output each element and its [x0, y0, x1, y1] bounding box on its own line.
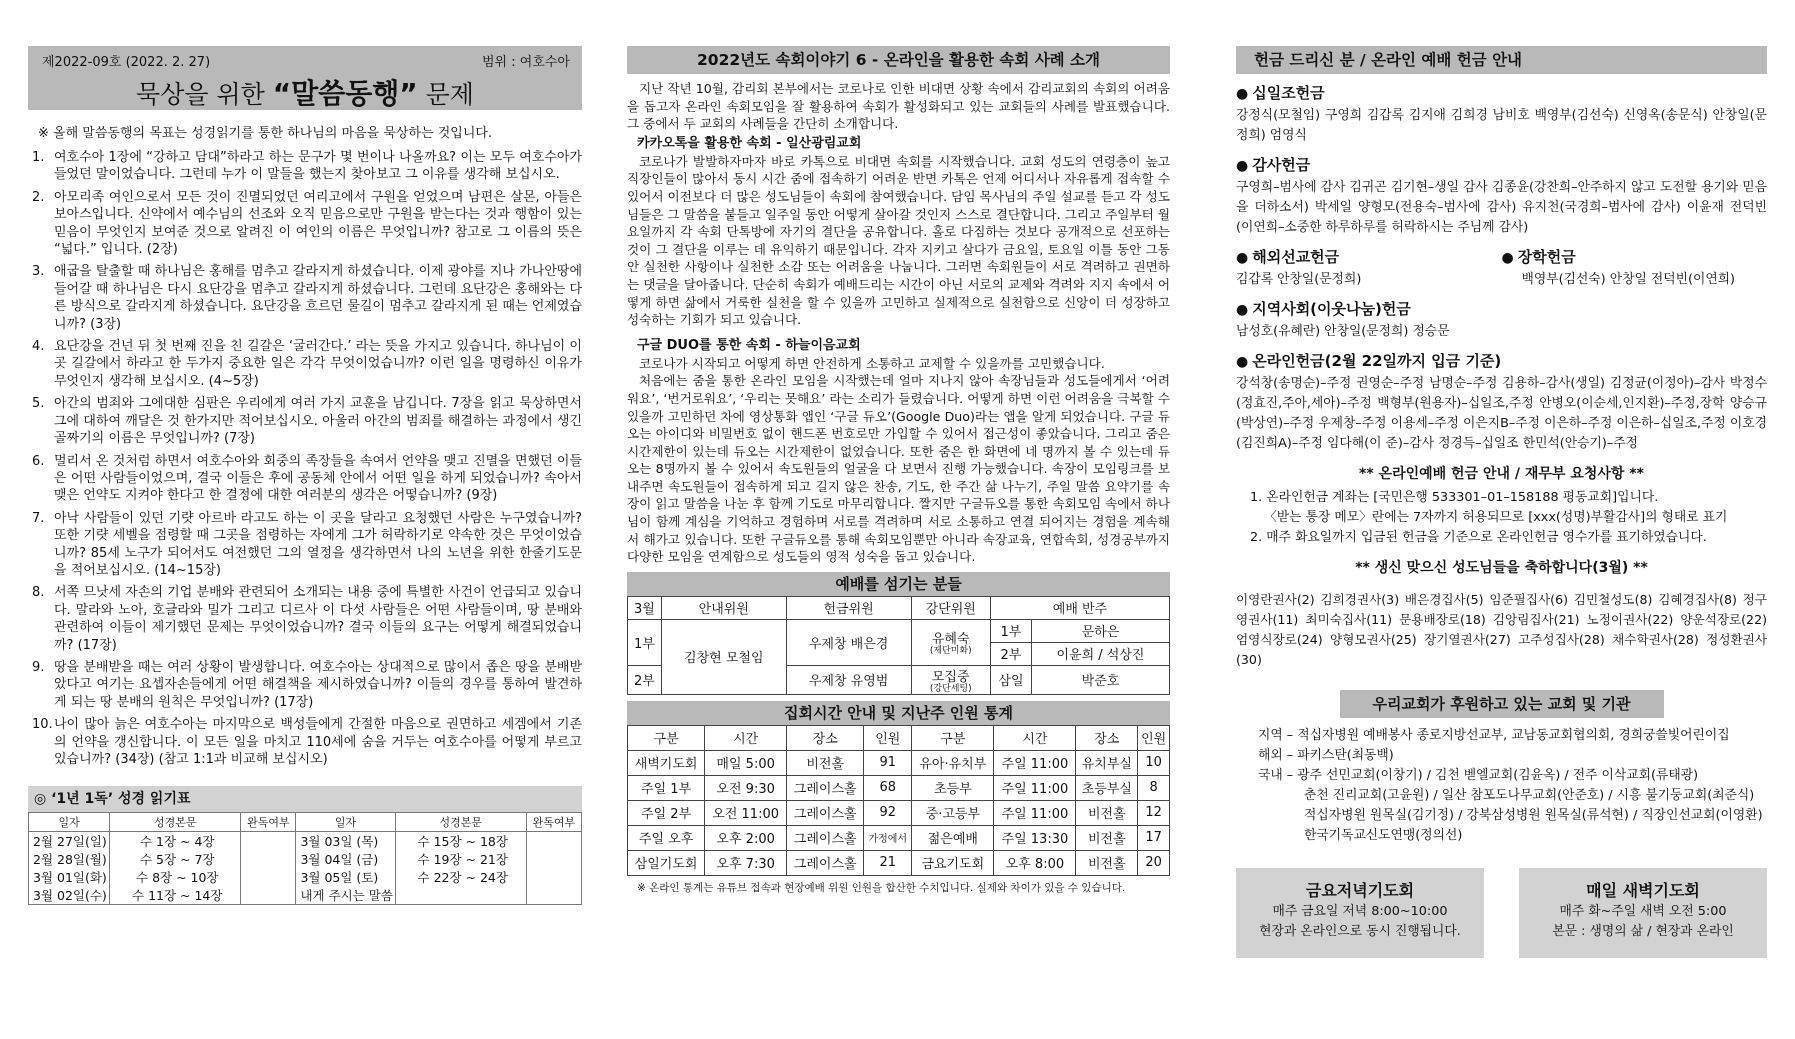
dawn-prayer-time: 매주 화~주일 새벽 오전 5:00 [1559, 903, 1727, 919]
attendance-cell: 오후 2:00 [705, 825, 787, 850]
question-text: 아모리족 여인으로서 모든 것이 진멸되었던 여리고에서 구원을 얻었으며 남편은 살몬, 아들은 보아스입니다. 신약에서 예수님의 선조와 오직 믿음으로만 구원을 받는다는 것과 행함이 있는 믿음이 무엇인지 보여준 것으로 알려진 이 여인의 이름은 무엇입니까? 참고로 그 이름의 뜻은 “넓다.” 입니다. (2장) [54, 189, 582, 258]
question-item [28, 149, 582, 184]
question-number: 4. [32, 339, 45, 355]
bullet-icon: ● [1236, 250, 1249, 266]
acc-2: 이윤희 / 석상진 [1031, 642, 1169, 665]
bible-cell [526, 868, 581, 886]
scholarship-list: 백영부(김선숙) 안창일 전덕빈(이연희) [1521, 272, 1736, 287]
altar-2: 모집중 (강단세팅) [911, 665, 990, 694]
attendance-cell: 10 [1138, 750, 1170, 775]
question-number: 10. [32, 717, 53, 733]
attendance-cell: 92 [864, 800, 912, 825]
question-item [28, 263, 582, 333]
bullet-icon: ● [1236, 354, 1249, 370]
question-number: 2. [32, 189, 45, 205]
attendance-cell: 초등부실 [1076, 775, 1138, 800]
service-2: 2부 [628, 665, 662, 694]
bible-cell: 수 11장 ~ 14장 [110, 886, 241, 905]
bible-cell: 3월 01일(화) [29, 868, 110, 886]
attendance-cell: 주일 11:00 [994, 750, 1076, 775]
service-1: 1부 [628, 619, 662, 665]
attendance-cell: 20 [1138, 850, 1170, 875]
supported-church-line: 한국기독교신도연맹(정의선) [1304, 827, 1463, 843]
servers-col-header: 강단위원 [911, 596, 990, 619]
attendance-cell: 오전 9:30 [705, 775, 787, 800]
supported-church-line: 지역 – 적십자병원 예배봉사 종로지방선교부, 교남동교회협의회, 경희궁쓸빛어린이집 [1258, 727, 1730, 743]
attendance-cell: 매일 5:00 [705, 750, 787, 775]
bible-col-header: 성경본문 [110, 813, 241, 832]
friday-prayer-note: 현장과 온라인으로 동시 진행됩니다. [1259, 923, 1461, 939]
guide-names: 김창현 모철임 [661, 619, 786, 694]
bible-cell: 수 1장 ~ 4장 [110, 832, 241, 851]
acc-label-2: 2부 [990, 642, 1031, 665]
question-item [28, 395, 582, 447]
bible-cell: 3월 04일 (금) [296, 850, 395, 868]
question-text: 아간의 범죄와 그에대한 심판은 우리에게 여러 가지 교훈을 남깁니다. 7장을 읽고 묵상하면서 그에 대하여 깨달은 것 한가지만 적어보십시오. 아울러 아간의 범죄를 해결하는 과정에서 생긴 골짜기의 이름은 무엇입니까? (7장) [54, 396, 582, 447]
bible-cell: 내게 주시는 말씀 [296, 886, 395, 905]
bullet-icon: ● [1236, 302, 1249, 318]
bible-cell: 수 22장 ~ 24장 [395, 868, 526, 886]
bible-cell: 수 5장 ~ 7장 [110, 850, 241, 868]
mission-list: 김갑록 안창일(문정희) [1236, 272, 1362, 287]
offering-column [1236, 46, 1767, 958]
supported-churches-list [1236, 726, 1767, 846]
local-list: 남성호(유혜란) 안창일(문정희) 정승문 [1236, 324, 1450, 339]
notice-1b: 〈받는 통장 메모〉란에는 7자까지 허용되므로 [xxx(성명)부활감사]의 형태로 표기 [1264, 510, 1728, 525]
attendance-row [628, 800, 1170, 825]
attendance-col-header: 시간 [705, 725, 787, 750]
bible-col-header: 완독여부 [526, 813, 581, 832]
question-list [28, 149, 582, 768]
attendance-cell: 그레이스홀 [787, 825, 864, 850]
attendance-cell: 비전홀 [1076, 800, 1138, 825]
bible-cell: 2월 28일(월) [29, 850, 110, 868]
attendance-row [628, 775, 1170, 800]
bible-col-header: 일자 [296, 813, 395, 832]
attendance-cell: 그레이스홀 [787, 775, 864, 800]
servers-col-header: 안내위원 [661, 596, 786, 619]
bible-reading-title: ◎ ‘1년 1독’ 성경 읽기표 [28, 786, 582, 812]
dawn-prayer-title: 매일 새벽기도회 [1586, 880, 1700, 900]
attendance-cell: 그레이스홀 [787, 800, 864, 825]
case1-title: 카카오톡을 활용한 속회 - 일산광림교회 [637, 135, 862, 151]
attendance-row [628, 850, 1170, 875]
supported-churches-title: 우리교회가 후원하고 있는 교회 및 기관 [1340, 690, 1664, 718]
servers-table [627, 596, 1170, 695]
story-column [627, 46, 1170, 895]
bible-cell [241, 886, 296, 905]
attendance-cell: 주일 11:00 [994, 775, 1076, 800]
question-number: 1. [32, 150, 45, 165]
attendance-table [627, 725, 1170, 876]
question-number: 6. [32, 453, 45, 469]
notice-1: 1. 온라인헌금 계좌는 [국민은행 533301–01–158188 평동교회]입니다. [1250, 490, 1659, 505]
bullet-icon: ● [1236, 86, 1249, 102]
birthday-list: 이영란권사(2) 김희경권사(3) 배은경집사(5) 임준필집사(6) 김민철성도(8) 김혜경집사(8) 정구영권사(11) 최미숙집사(11) 문용배장로(18) 김앙림집사(21) 노정이권사(22) 양운석장로(22) 엄영식장로(24) 양형모권사(25) 장기열권사(27) 고주성집사(28) 채수학권사(28) 정성환권사(30) [1236, 591, 1767, 667]
offering-1: 우제창 배은경 [786, 619, 911, 665]
attendance-cell: 주일 11:00 [994, 800, 1076, 825]
attendance-col-header: 인원 [864, 725, 912, 750]
mission-heading: ● 해외선교헌금 [1236, 248, 1340, 266]
bullet-icon: ● [1236, 158, 1249, 174]
case2-intro: 코로나가 시작되고 어떻게 하면 안전하게 소통하고 교제할 수 있을까를 고민했습니다. [639, 355, 1105, 371]
question-item [28, 189, 582, 259]
bible-cell: 수 15장 ~ 18장 [395, 832, 526, 851]
attendance-cell: 비전홀 [787, 750, 864, 775]
attendance-cell: 21 [864, 850, 912, 875]
question-item [28, 716, 582, 768]
scholarship-heading: ● 장학헌금 [1501, 248, 1576, 266]
attendance-cell: 젊은예배 [912, 825, 994, 850]
attendance-col-header: 인원 [1138, 725, 1170, 750]
question-number: 9. [32, 659, 45, 675]
attendance-cell: 주일 오후 [628, 825, 705, 850]
questions-intro: ※ 올해 말씀동행의 목표는 성경읽기를 통한 하나님의 마음을 묵상하는 것입니다. [38, 126, 493, 141]
bible-reading-table [28, 812, 582, 905]
attendance-cell: 주일 1부 [628, 775, 705, 800]
attendance-col-header: 장소 [1076, 725, 1138, 750]
bible-cell: 3월 03일 (목) [296, 832, 395, 851]
bible-col-header: 성경본문 [395, 813, 526, 832]
issue-number: 제2022-09호 (2022. 2. 27) [42, 55, 211, 70]
question-text: 서쪽 므낫세 자손의 기업 분배와 관련되어 소개되는 내용 중에 특별한 사건이 언급되고 있습니다. 말라와 노아, 호글라와 밀가 그리고 디르사 이 다섯 사람들은 어떤 사람들이며, 땅 분배와 관련하여 이들이 제기했던 문제는 무엇이었습니까? 결국 이들의 요구는 어떻게 해결되었습니까? (17장) [54, 585, 582, 653]
bible-cell [526, 850, 581, 868]
bible-cell [526, 832, 581, 851]
attendance-cell: 그레이스홀 [787, 850, 864, 875]
question-number: 3. [32, 264, 45, 280]
local-heading: ● 지역사회(이웃나눔)헌금 [1236, 300, 1411, 318]
supported-church-line: 국내 – 광주 선민교회(이창기) / 김천 벧엘교회(김윤옥) / 전주 이삭교회(류태광) [1258, 767, 1699, 783]
offering-header: 헌금 드리신 분 / 온라인 예배 헌금 안내 [1236, 46, 1767, 74]
attendance-cell: 주일 2부 [628, 800, 705, 825]
attendance-cell: 17 [1138, 825, 1170, 850]
attendance-cell: 오후 7:30 [705, 850, 787, 875]
bible-cell: 3월 05일 (토) [296, 868, 395, 886]
bible-cell [395, 886, 526, 905]
servers-title: 예배를 섬기는 분들 [627, 572, 1170, 596]
supported-church-line: 적십자병원 원목실(김기정) / 강북삼성병원 원목실(류석현) / 직장인선교회(이영환) [1304, 807, 1763, 823]
question-item [28, 453, 582, 505]
attendance-cell: 68 [864, 775, 912, 800]
question-text: 멀리서 온 것처럼 하면서 여호수아와 회중의 족장들을 속여서 언약을 맺고 진멸을 면했던 이들은 어떤 사람들이었으며, 결국 이들은 후에 공동체 안에서 어떤 일을 하게 되었습니까? 속아서 맺은 언약도 지켜야 한다고 한 결정에 대한 여러분의 생각은 어떻습니까? (9장) [54, 453, 582, 504]
online-list: 강석창(송명순)–주정 권영순–주정 남명순–주정 김용하–감사(생일) 김정균(이정아)–감사 박정수(정효진,주아,세아)–주정 백형부(원용자)–십일조,주정 안병오(이순세,인지환)–주정,장학 양승규(박상연)–주정 우제창–주정 이용세–주정 이은지B–주정 이은하–주정 이은하–십일조,주정 이호경(김진희A)–주정 임다해(이 준)–감사 정경득–십일조 한민석(안승기)–주정 [1236, 376, 1767, 451]
attendance-cell: 8 [1138, 775, 1170, 800]
bible-row [29, 868, 582, 886]
friday-prayer-title: 금요저녁기도회 [1305, 880, 1415, 900]
question-item [28, 338, 582, 390]
attendance-cell: 초등부 [912, 775, 994, 800]
question-text: 나이 많아 늙은 여호수아는 마지막으로 백성들에게 간절한 마음으로 권면하고 세겜에서 기존의 언약을 갱신합니다. 이 모든 일을 마치고 110세에 숨을 거두는 여호수아를 어떻게 부르고 있습니까? (34장) (참고 1:1과 비교해 보십시오) [54, 717, 582, 767]
online-heading: ● 온라인헌금(2월 22일까지 입금 기준) [1236, 352, 1502, 370]
attendance-cell: 91 [864, 750, 912, 775]
acc-3: 박준호 [1031, 665, 1169, 694]
attendance-col-header: 장소 [787, 725, 864, 750]
reading-scope: 범위 : 여호수아 [482, 55, 570, 70]
case2-text: 처음에는 줌을 통한 온라인 모임을 시작했는데 얼마 지나지 않아 속장님들과 성도들에게서 ‘어려워요’, ‘번거로워요’, ‘우리는 못해요’ 라는 소리가 들렸습니다. 어떻게 하면 이런 어려움을 극복할 수 있을까 고민하던 차에 영상통화 앱인 ‘구글 듀오’(Google Duo)라는 앱을 알게 되었습니다. 구글 듀오는 아이디와 비밀번호 없이 핸드폰 번호로만 가입할 수 있어서 접근성이 좋았습니다. 그리고 줌은 시간제한이 있는데 듀오는 시간제한이 없었습니다. 또한 줌은 한 화면에 네 명까지 볼 수 있는데 듀오는 8명까지 볼 수 있어서 속도원들의 얼굴을 다 보면서 진행 가능했습니다. 속장이 모임링크를 보내주면 속도원들이 접속하게 되고 길지 않은 찬송, 기도, 한 주간 삶 나누기, 주일 말씀 요약기를 속장이 읽고 말씀을 나눈 후 함께 기도로 마무리합니다. 짤지만 구글듀오를 통한 속회모임 속에서 하나님이 함께 계심을 기억하고 경험하며 서로를 격려하며 서로 소통하고 연결 되어지는 경험을 계속해서 해가고 있습니다. 또한 구글듀오를 통해 속회모임뿐만 아니라 속장교육, 연합속회, 성경공부까지 다양한 모임을 연계함으로 성도들의 영적 성숙을 돕고 있습니다. [627, 373, 1170, 565]
attendance-cell: 유치부실 [1076, 750, 1138, 775]
bullet-icon: ● [1501, 250, 1514, 266]
question-text: 애굽을 탈출할 때 하나님은 홍해를 멈추고 갈라지게 하셨습니다. 이제 광야를 지나 가나안땅에 들어갈 때 하나님은 다시 요단강을 멈추고 갈라지게 하셨습니다. 그런데 요단강은 홍해와는 다른 방식으로 갈라지게 하셨습니다. 요단강을 흐르던 물길이 멈추고 갈라지게 된 때는 언제였습니까? (3장) [54, 264, 582, 332]
case1-text: 코로나가 발발하자마자 바로 카톡으로 비대면 속회를 시작했습니다. 교회 성도의 연령층이 높고 직장인들이 많아서 동시 시간 줌에 접속하기 어려운 반면 카톡은 언제 어디서나 자유롭게 접속할 수 있어서 이전보다 더 많은 성도님들이 속회에 참여했습니다. 담임 목사님의 주일 설교를 듣고 각 성도님들은 그 말씀을 붙들고 일주일 동안 어떻게 살아갈 것인지 스스로 결단합니다. 그리고 주일부터 월요일까지 각 속회 단톡방에 자기의 결단을 공유합니다. 홀로 다짐하는 것보다 공개적으로 선포하는 것이 그 결단을 이루는 데 유익하기 때문입니다. 각자 지키고 살다가 금요일, 토요일 이틀 동안 그동안 실천한 사항이나 실천한 소감 또는 어려움을 나눕니다. 그러면 속회원들이 서로 격려하고 권면하는 댓글을 달아줍니다. 단순히 속회가 예배드리는 시간이 아닌 서로의 교제와 격려와 지지 속에서 어떻게 하면 삶에서 거룩한 실천을 할 수 있을까 고민하고 실제적으로 실천함으로 신앙이 더 성장하고 성숙하는 기회가 되고 있습니다. [627, 153, 1170, 328]
thanks-heading: ● 감사헌금 [1236, 156, 1311, 174]
servers-col-header: 헌금위원 [786, 596, 911, 619]
attendance-cell: 가정에서 [864, 825, 912, 850]
attendance-cell: 금요기도회 [912, 850, 994, 875]
bible-cell [526, 886, 581, 905]
attendance-cell: 오전 11:00 [705, 800, 787, 825]
attendance-col-header: 시간 [994, 725, 1076, 750]
attendance-cell: 주일 13:30 [994, 825, 1076, 850]
attendance-row [628, 750, 1170, 775]
attendance-note: ※ 온라인 통계는 유튜브 접속과 현장예배 위원 인원을 합산한 수치입니다. 실제와 차이가 있을 수 있습니다. [637, 881, 1126, 894]
friday-prayer-box [1236, 868, 1484, 958]
question-number: 5. [32, 396, 45, 412]
acc-label-3: 삼일 [990, 665, 1031, 694]
online-notice-title: ** 온라인예배 헌금 안내 / 재무부 요청사항 ** [1359, 466, 1644, 482]
story-intro: 지난 작년 10월, 감리회 본부에서는 코로나로 인한 비대면 상황 속에서 감리교회의 속회의 어려움을 돕고자 온라인 속회모임을 잘 활용하여 속회가 활성화되고 있는 교회들의 사례를 발표했습니다. 그 중에서 두 교회의 사례들을 간단히 소개합니다. [627, 81, 1170, 132]
bible-cell [241, 832, 296, 851]
attendance-cell: 12 [1138, 800, 1170, 825]
servers-col-header: 예배 반주 [990, 596, 1169, 619]
bible-cell [241, 850, 296, 868]
attendance-cell: 삼일기도회 [628, 850, 705, 875]
acc-1: 문하은 [1031, 619, 1169, 642]
question-item [28, 584, 582, 654]
tithe-list: 강정식(모철임) 구영희 김갑록 김지애 김희경 남비호 백영부(김선숙) 신영옥(송문식) 안창일(문정희) 엄영식 [1236, 108, 1767, 143]
question-text: 요단강을 건넌 뒤 첫 번째 진을 친 길갈은 ‘굴러간다.’ 라는 뜻을 가지고 있습니다. 하나님이 이곳 길갈에서 하라고 한 두가지 중요한 일은 각각 무엇이었습니까? 이런 일을 명령하신 이유가 무엇인지 생각해 보십시오. (4~5장) [54, 339, 582, 389]
page-title: 묵상을 위한 “말씀동행” 문제 [136, 77, 474, 110]
attendance-col-header: 구분 [628, 725, 705, 750]
servers-col-header: 3월 [628, 596, 662, 619]
attendance-col-header: 구분 [912, 725, 994, 750]
question-text: 땅을 분배받을 때는 여러 상황이 발생합니다. 여호수아는 상대적으로 많이서 좁은 땅을 분배받았다고 여기는 요셉자손들에게 어떤 해결책을 제시하였습니까? 이들의 경우를 통하여 발견하게 되는 땅 분배의 원칙은 무엇입니까? (17장) [54, 659, 582, 710]
questions-column [28, 46, 582, 905]
bible-row [29, 886, 582, 905]
supported-church-line: 해외 – 파키스탄(최동백) [1258, 747, 1394, 763]
bible-row [29, 850, 582, 868]
bible-cell: 수 8장 ~ 10장 [110, 868, 241, 886]
attendance-cell: 비전홀 [1076, 850, 1138, 875]
question-number: 7. [32, 510, 45, 526]
bible-col-header: 일자 [29, 813, 110, 832]
attendance-title: 집회시간 안내 및 지난주 인원 통계 [627, 701, 1170, 725]
case2-title: 구글 DUO를 통한 속회 - 하늘이음교회 [637, 337, 861, 353]
question-text: 여호수아 1장에 “강하고 담대”하라고 하는 문구가 몇 번이나 나올까요? 이는 모두 여호수아가 들었던 말이었습니다. 그런데 누가 이 말들을 했는지 찾아보고 그 이유를 생각해 보십시오. [54, 150, 582, 183]
bible-cell: 수 19장 ~ 21장 [395, 850, 526, 868]
attendance-cell: 새벽기도회 [628, 750, 705, 775]
dawn-prayer-note: 본문 : 생명의 삶 / 현장과 온라인 [1552, 923, 1734, 939]
birthday-title: ** 생신 맞으신 성도님들을 축하합니다(3월) ** [1355, 560, 1648, 576]
bible-cell: 2월 27일(일) [29, 832, 110, 851]
question-number: 8. [32, 585, 45, 601]
tithe-heading: ● 십일조헌금 [1236, 84, 1325, 102]
story-header: 2022년도 속회이야기 6 - 온라인을 활용한 속회 사례 소개 [627, 46, 1170, 74]
question-item [28, 510, 582, 580]
attendance-cell: 비전홀 [1076, 825, 1138, 850]
acc-label-1: 1부 [990, 619, 1031, 642]
bible-row [29, 832, 582, 851]
bible-cell: 3월 02일(수) [29, 886, 110, 905]
dawn-prayer-box [1519, 868, 1767, 958]
questions-header [28, 46, 582, 110]
supported-church-line: 춘천 진리교회(고윤원) / 일산 참포도나무교회(안준호) / 시흥 불기둥교회(최준식) [1304, 787, 1755, 803]
attendance-cell: 유아·유치부 [912, 750, 994, 775]
question-item [28, 659, 582, 711]
friday-prayer-time: 매주 금요일 저녁 8:00~10:00 [1272, 903, 1448, 919]
attendance-cell: 중·고등부 [912, 800, 994, 825]
thanks-list: 구영희–범사에 감사 김귀곤 김기현–생일 감사 김종윤(강찬희–안주하지 않고 도전할 용기와 믿음을 더하소서) 박세일 양형모(전용숙–범사에 감사) 유지천(국경희–범사에 감사) 이윤재 전덕빈(이연희–소중한 하루하루를 허락하시는 주님께 감사) [1236, 180, 1767, 235]
attendance-cell: 오후 8:00 [994, 850, 1076, 875]
bible-col-header: 완독여부 [241, 813, 296, 832]
altar-1: 유혜숙 (제단미화) [911, 619, 990, 665]
question-text: 아낙 사람들이 있던 기럇 아르바 라고도 하는 이 곳을 달라고 요청했던 사람은 누구였습니까? 또한 기럇 세벨을 점령할 때 그곳을 점령하는 자에게 그가 허락하기로 약속한 것은 무엇이었습니까? 85세 노구가 되어서도 여전했던 그의 열정을 생각하면서 나의 노년을 위한 한줄기도문을 적어보십시오. (14~15장) [54, 510, 582, 578]
offering-2: 우제창 유영범 [786, 665, 911, 694]
attendance-row [628, 825, 1170, 850]
bible-cell [241, 868, 296, 886]
notice-2: 2. 매주 화요일까지 입금된 헌금을 기준으로 온라인헌금 영수가를 표기하였습니다. [1250, 530, 1707, 545]
